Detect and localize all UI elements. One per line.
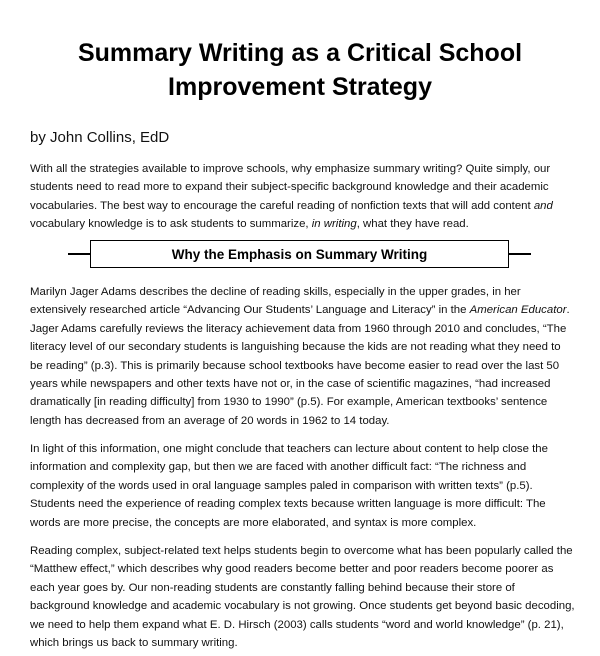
title-line-1: Summary Writing as a Critical School	[77, 39, 523, 67]
body-paragraph-lecture: In light of this information, one might conclude that teachers can lecture about content to help close the information and complexity gap, but then we are faced with another difficult fact: “The richness and complexity of the words used in oral language samples paled in comparison with written texts” (p.5). Students need the experience of reading complex texts because written language is more difficult: The words are more precise, the concepts are more elaborated, and syntax is more complex.	[30, 443, 548, 529]
author-byline: by John Collins, EdD	[30, 129, 170, 146]
banner-right-rule	[509, 253, 531, 255]
intro-paragraph: With all the strategies available to improve schools, why emphasize summary writing? Quite simply, our students need to read more to expand their subject-specific background knowledge and their academic vocabularies. The best way to encourage the careful reading of nonfiction texts that will add content and vocabulary knowledge is to ask students to summarize, in writing, what they have read.	[30, 163, 553, 231]
title-line-2: Improvement Strategy	[168, 73, 432, 101]
body-paragraph-adams: Marilyn Jager Adams describes the decline of reading skills, especially in the upper grades, in her extensively researched article “Advancing Our Students’ Language and Literacy” in the American Educator. Jager Adams carefully reviews the literacy achievement data from 1960 through 2010 and concludes, “The literacy level of our secondary students is languishing because the kids are not reading what they need to be reading” (p.3). This is primarily because school textbooks have become easier to read over the last 50 years while newspapers and other texts have not or, in the case of scientific magazines, “had increased dramatically [in reading difficulty] from 1930 to 1990” (p.5). For example, American textbooks’ sentence length has decreased from an average of 20 words in 1962 to 14 today.	[30, 286, 570, 427]
section-heading: Why the Emphasis on Summary Writing	[90, 240, 509, 268]
body-paragraph-matthew-effect: Reading complex, subject-related text helps students begin to overcome what has been popularly called the “Matthew effect,” which describes why good readers become better and poor readers become poorer as each year goes by. Our non-reading students are constantly falling behind because their store of background knowledge and academic vocabulary is not growing. Once students get beyond basic decoding, we need to help them expand what E. D. Hirsch (2003) calls students “word and world knowledge” (p. 21), which brings us back to summary writing.	[30, 545, 575, 650]
banner-left-rule	[68, 253, 90, 255]
section-heading-banner	[68, 240, 531, 268]
document-title	[30, 36, 570, 104]
